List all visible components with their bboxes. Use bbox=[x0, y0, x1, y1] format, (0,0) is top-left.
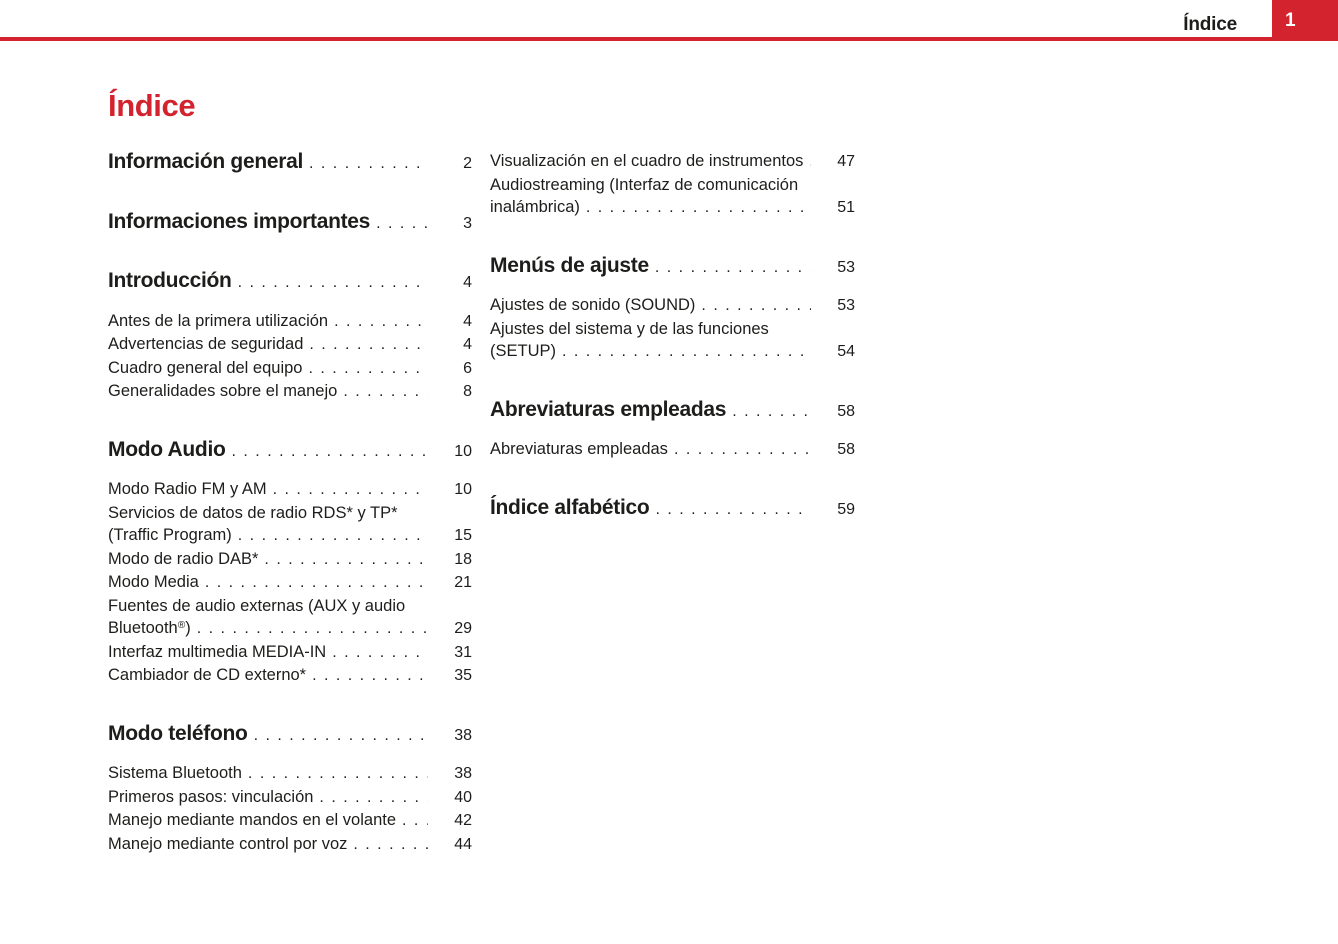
toc-page-number: 58 bbox=[837, 402, 855, 420]
toc-entry-label: (SETUP) bbox=[490, 342, 556, 360]
toc-entry-line bbox=[108, 833, 472, 857]
toc-entry-label: Modo Radio FM y AM bbox=[108, 480, 267, 498]
toc-dot-leader bbox=[334, 310, 428, 334]
toc-entry bbox=[490, 150, 855, 174]
toc-entry bbox=[490, 294, 855, 318]
toc-section bbox=[490, 254, 855, 364]
toc-entry-line bbox=[108, 524, 472, 548]
toc-dot-leader bbox=[312, 664, 428, 688]
toc-heading bbox=[490, 496, 855, 522]
toc-entry bbox=[108, 478, 472, 502]
registered-trademark-symbol: ® bbox=[177, 619, 186, 631]
toc-entry bbox=[108, 595, 472, 641]
toc-dot-leader bbox=[701, 294, 811, 318]
toc-content bbox=[0, 41, 1338, 856]
toc-section bbox=[108, 269, 472, 404]
toc-dot-leader bbox=[309, 333, 428, 357]
toc-entry-label: Sistema Bluetooth bbox=[108, 764, 242, 782]
toc-dot-leader bbox=[586, 196, 811, 220]
toc-entry-label: Bluetooth®) bbox=[108, 619, 191, 637]
toc-dot-leader bbox=[376, 215, 428, 233]
toc-entry bbox=[108, 380, 472, 404]
toc-entry-label: Advertencias de seguridad bbox=[108, 335, 304, 353]
toc-entry-label: Interfaz multimedia MEDIA-IN bbox=[108, 642, 327, 661]
toc-dot-leader bbox=[205, 571, 428, 595]
toc-entry-line bbox=[490, 196, 855, 220]
toc-entry-line bbox=[108, 571, 472, 595]
toc-page-number: 51 bbox=[837, 199, 855, 216]
toc-entry-line bbox=[108, 664, 472, 688]
toc-entry-label: Modo de radio DAB* bbox=[108, 549, 259, 568]
toc-dot-leader bbox=[254, 727, 428, 745]
toc-entry-label: (Traffic Program) bbox=[108, 526, 232, 544]
toc-dot-leader bbox=[562, 340, 811, 364]
toc-entry-line: Audiostreaming (Interfaz de comunicación bbox=[490, 175, 799, 194]
toc-page-number: 38 bbox=[454, 726, 472, 744]
toc-dot-leader bbox=[308, 357, 428, 381]
toc-entry-line bbox=[108, 548, 472, 572]
toc-heading-label: Índice alfabético bbox=[490, 495, 650, 519]
toc-page-number: 59 bbox=[837, 500, 855, 518]
toc-page-number: 18 bbox=[454, 550, 472, 568]
toc-dot-leader bbox=[353, 833, 428, 857]
toc-entry-line bbox=[108, 786, 472, 810]
toc-entry-label: Primeros pasos: vinculación bbox=[108, 787, 314, 806]
toc-entry bbox=[108, 664, 472, 688]
toc-entry bbox=[108, 762, 472, 786]
toc-entry-label: Ajustes de sonido (SOUND) bbox=[490, 296, 696, 314]
page-title: Índice bbox=[108, 88, 196, 123]
toc-heading-label: Menús de ajuste bbox=[490, 253, 649, 277]
toc-entry bbox=[108, 786, 472, 810]
toc-entry bbox=[108, 333, 472, 357]
toc-dot-leader bbox=[655, 259, 811, 277]
toc-entry-label: Generalidades sobre el manejo bbox=[108, 382, 338, 400]
toc-entry-line bbox=[108, 357, 472, 381]
toc-dot-leader bbox=[332, 641, 428, 665]
toc-heading-label: Informaciones importantes bbox=[108, 209, 371, 233]
toc-entry-line bbox=[108, 809, 472, 833]
toc-entry-line: Ajustes del sistema y de las funciones bbox=[490, 319, 769, 338]
toc-page-number: 40 bbox=[454, 788, 472, 806]
toc-dot-leader bbox=[343, 380, 428, 404]
toc-page-number: 15 bbox=[454, 527, 472, 544]
toc-dot-leader bbox=[655, 501, 811, 519]
toc-heading bbox=[108, 210, 472, 236]
toc-dot-leader bbox=[273, 478, 428, 502]
header-section-title: Índice bbox=[1183, 14, 1237, 35]
toc-page-number: 58 bbox=[837, 441, 855, 458]
toc-entry-label: Cambiador de CD externo* bbox=[108, 666, 307, 684]
toc-page-number: 2 bbox=[463, 155, 472, 172]
toc-entry-line bbox=[108, 310, 472, 334]
toc-heading-label: Información general bbox=[108, 150, 304, 173]
toc-page-number: 4 bbox=[463, 336, 472, 353]
toc-entry bbox=[108, 502, 472, 548]
toc-page-number: 4 bbox=[463, 312, 472, 330]
toc-dot-leader bbox=[402, 809, 428, 833]
toc-entry-label: Manejo mediante mandos en el volante bbox=[108, 811, 397, 829]
header-page-number-box bbox=[1272, 0, 1338, 41]
page-header bbox=[0, 0, 1338, 41]
toc-page-number: 8 bbox=[463, 383, 472, 400]
toc-page-number: 47 bbox=[837, 153, 855, 170]
toc-section bbox=[108, 210, 472, 236]
toc-section bbox=[490, 398, 855, 462]
toc-entry-line bbox=[490, 294, 855, 318]
toc-dot-leader bbox=[197, 617, 428, 641]
toc-entry-line bbox=[108, 762, 472, 786]
toc-entry-line bbox=[490, 150, 855, 174]
toc-dot-leader bbox=[238, 274, 428, 292]
toc-page-number: 6 bbox=[463, 359, 472, 377]
toc-dot-leader bbox=[248, 762, 428, 786]
toc-heading bbox=[490, 254, 855, 280]
toc-entry-label: Visualización en el cuadro de instrumentos bbox=[490, 152, 804, 170]
toc-entry-line: Fuentes de audio externas (AUX y audio bbox=[108, 596, 406, 615]
toc-entry bbox=[108, 571, 472, 595]
toc-section bbox=[490, 150, 855, 220]
toc-heading-label: Introducción bbox=[108, 269, 232, 292]
toc-heading-label: Modo Audio bbox=[108, 437, 226, 461]
toc-page-number: 53 bbox=[837, 297, 855, 314]
toc-entry-line bbox=[108, 641, 472, 665]
toc-entry bbox=[108, 357, 472, 381]
toc-dot-leader bbox=[264, 548, 428, 572]
toc-section bbox=[490, 496, 855, 522]
toc-page-number: 3 bbox=[463, 214, 472, 232]
toc-entry-label: Modo Media bbox=[108, 573, 199, 591]
toc-section bbox=[108, 150, 472, 176]
toc-column-1 bbox=[108, 150, 472, 856]
toc-page-number: 29 bbox=[454, 620, 472, 637]
toc-entry-label: Antes de la primera utilización bbox=[108, 311, 329, 330]
toc-page-number: 44 bbox=[454, 835, 472, 853]
toc-entry-label: Cuadro general del equipo bbox=[108, 358, 303, 377]
toc-dot-leader bbox=[238, 524, 428, 548]
toc-page-number: 10 bbox=[454, 442, 472, 460]
toc-heading bbox=[490, 398, 855, 424]
toc-dot-leader bbox=[309, 155, 428, 173]
toc-page-number: 31 bbox=[454, 643, 472, 661]
toc-heading bbox=[108, 269, 472, 295]
toc-page-number: 38 bbox=[454, 765, 472, 782]
toc-heading-label: Modo teléfono bbox=[108, 721, 248, 745]
toc-entry-line bbox=[108, 478, 472, 502]
toc-entry-label: Abreviaturas empleadas bbox=[490, 440, 668, 458]
toc-entry bbox=[490, 318, 855, 364]
toc-heading bbox=[108, 150, 472, 176]
toc-entry-line bbox=[108, 617, 472, 641]
toc-entry bbox=[108, 641, 472, 665]
toc-entry bbox=[490, 438, 855, 462]
toc-page-number: 54 bbox=[837, 343, 855, 360]
toc-page-number: 21 bbox=[454, 574, 472, 591]
toc-page-number: 35 bbox=[454, 667, 472, 684]
toc-section bbox=[108, 438, 472, 688]
toc-entry bbox=[108, 809, 472, 833]
toc-dot-leader bbox=[319, 786, 428, 810]
toc-page-number: 42 bbox=[454, 812, 472, 829]
toc-entry bbox=[490, 174, 855, 220]
toc-entry-line bbox=[490, 340, 855, 364]
toc-entry bbox=[108, 310, 472, 334]
toc-section bbox=[108, 722, 472, 857]
toc-column-2 bbox=[490, 150, 855, 536]
toc-entry bbox=[108, 548, 472, 572]
toc-entry-line: Servicios de datos de radio RDS* y TP* bbox=[108, 503, 398, 522]
toc-dot-leader bbox=[674, 438, 811, 462]
toc-entry-line bbox=[108, 380, 472, 404]
toc-entry-label: inalámbrica) bbox=[490, 198, 580, 216]
toc-page-number: 4 bbox=[463, 274, 472, 291]
toc-heading bbox=[108, 438, 472, 464]
toc-page-number: 53 bbox=[837, 258, 855, 276]
toc-entry-label: Manejo mediante control por voz bbox=[108, 834, 348, 853]
toc-dot-leader bbox=[732, 403, 811, 421]
toc-entry bbox=[108, 833, 472, 857]
header-page-number: 1 bbox=[1285, 9, 1296, 31]
toc-columns bbox=[108, 150, 1338, 856]
toc-entry-line bbox=[490, 438, 855, 462]
toc-dot-leader bbox=[809, 150, 811, 174]
toc-heading-label: Abreviaturas empleadas bbox=[490, 397, 727, 421]
toc-entry-line bbox=[108, 333, 472, 357]
toc-page-number: 10 bbox=[454, 481, 472, 498]
toc-dot-leader bbox=[232, 443, 428, 461]
toc-heading bbox=[108, 722, 472, 748]
